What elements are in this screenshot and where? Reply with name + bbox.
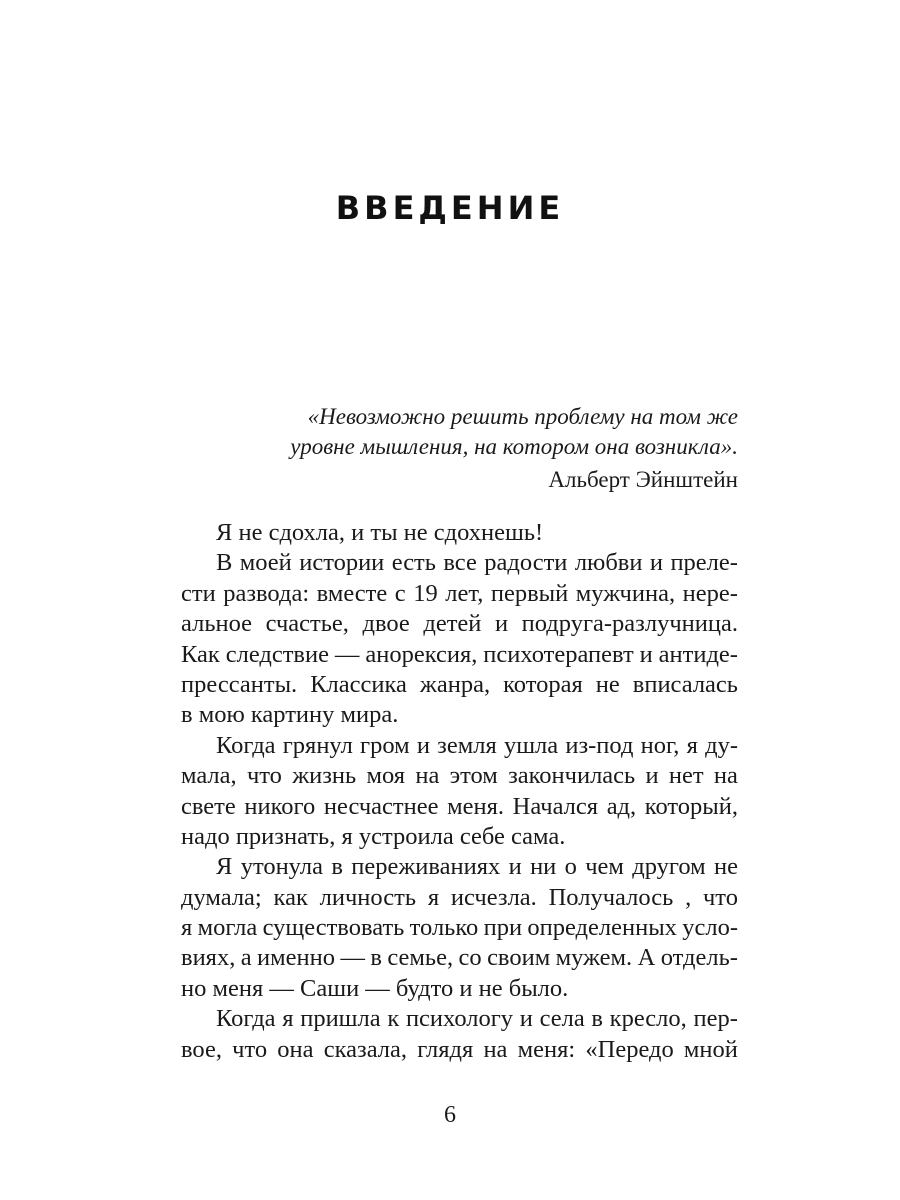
body-word: села — [539, 1005, 585, 1033]
body-word: к — [387, 1005, 400, 1033]
body-word: Как — [181, 640, 220, 668]
body-word: , — [685, 883, 692, 911]
body-word: с — [394, 579, 406, 607]
epigraph-author: Альберт Эйнштейн — [548, 467, 738, 492]
chapter-title: ВВЕДЕНИЕ — [335, 189, 565, 227]
body-word: ду- — [705, 731, 738, 759]
body-line — [181, 852, 738, 882]
body-word: жанра, — [419, 670, 491, 698]
body-word: нет — [668, 762, 704, 790]
body-word: именно — [257, 944, 336, 972]
body-word: преле- — [670, 549, 738, 577]
body-word: моей — [239, 549, 292, 577]
body-word: мала, — [181, 762, 237, 790]
body-line-text: надо признать, я устроила себе сама. — [181, 822, 566, 850]
body-word: я — [686, 731, 698, 759]
body-word: мужчина, — [575, 579, 676, 607]
body-word: Когда — [216, 731, 276, 759]
body-line — [181, 1035, 738, 1065]
body-word: этом — [449, 762, 498, 790]
body-line-text: Я не сдохла, и ты не сдохнешь! — [216, 519, 544, 546]
body-word: жизнь — [292, 762, 357, 790]
body-word: — — [340, 944, 365, 972]
body-text — [181, 518, 738, 1065]
body-word: в — [591, 1005, 603, 1033]
body-word: радости — [484, 549, 568, 577]
body-word: и — [494, 610, 509, 638]
body-word: нере- — [682, 579, 738, 607]
body-word: при — [483, 914, 523, 942]
body-word: личность — [319, 883, 417, 911]
body-word: психологу — [405, 1005, 514, 1033]
body-word: следствие — [225, 640, 329, 668]
body-line-text: но меня — Саши — будто и не было. — [181, 974, 569, 1002]
body-line-text: в мою картину мира. — [181, 701, 399, 729]
body-word: меня: — [517, 1035, 576, 1063]
body-line — [181, 943, 738, 973]
body-word: другом — [632, 853, 706, 881]
body-word: переживаниях — [351, 853, 501, 881]
body-word: Когда — [216, 1005, 276, 1033]
body-line — [181, 548, 738, 578]
body-line — [181, 579, 738, 609]
body-word: о — [564, 853, 577, 881]
body-word: думала; — [181, 883, 262, 911]
body-word: 19 — [413, 579, 438, 607]
body-word: — — [334, 640, 360, 668]
body-word: своим — [487, 944, 551, 972]
epigraph-line-2: уровне мышления, на котором она возникла». — [290, 434, 738, 459]
body-word: лет, — [445, 579, 484, 607]
body-word: Я — [216, 853, 233, 881]
body-word: земля — [437, 731, 497, 759]
body-word: который, — [644, 792, 738, 820]
body-word: прессанты. — [181, 670, 298, 698]
body-word: в — [370, 944, 382, 972]
body-word: любви — [574, 549, 643, 577]
body-word: кресло, — [609, 1005, 687, 1033]
body-word: грянул — [282, 731, 353, 759]
body-word: закончилась — [508, 762, 636, 790]
body-word: чем — [585, 853, 624, 881]
epigraph-line-1: «Невозможно решить проблему на том же — [307, 404, 738, 429]
body-word: Классика — [310, 670, 407, 698]
body-line — [181, 974, 738, 1004]
body-word: первый — [490, 579, 569, 607]
body-word: мужем. — [555, 944, 633, 972]
body-word: все — [443, 549, 477, 577]
body-line — [181, 883, 738, 913]
body-word: только — [409, 914, 479, 942]
body-line — [181, 1004, 738, 1034]
body-word: и — [519, 1005, 533, 1033]
body-word: вое, — [181, 1035, 222, 1063]
body-word: ушла — [503, 731, 559, 759]
body-word: «Передо — [585, 1035, 674, 1063]
body-word: я — [282, 1005, 294, 1033]
body-word: несчастнее — [323, 792, 439, 820]
body-word: а — [240, 944, 252, 972]
epigraph — [290, 402, 738, 498]
body-word: что — [246, 762, 282, 790]
body-word: из-под — [565, 731, 634, 759]
body-word: В — [216, 549, 233, 577]
body-word: альное — [181, 610, 253, 638]
body-word: на — [483, 1035, 508, 1063]
body-word: психотерапевт — [483, 640, 634, 668]
body-word: что — [232, 1035, 268, 1063]
body-word: сти — [181, 579, 216, 607]
body-line — [181, 700, 738, 730]
body-word: свете — [181, 792, 236, 820]
body-word: я — [181, 914, 193, 942]
body-word: антиде- — [658, 640, 738, 668]
body-word: ад, — [606, 792, 637, 820]
body-word: на — [415, 762, 440, 790]
body-word: и — [639, 640, 653, 668]
body-line — [181, 609, 738, 639]
body-word: утонула — [240, 853, 323, 881]
body-word: в — [331, 853, 343, 881]
body-word: не — [595, 670, 620, 698]
body-word: мной — [683, 1035, 738, 1063]
body-word: двое — [362, 610, 410, 638]
body-word: А — [637, 944, 656, 972]
body-word: гром — [360, 731, 410, 759]
body-word: как — [273, 883, 308, 911]
body-word: сказала, — [323, 1035, 408, 1063]
body-word: и — [508, 853, 522, 881]
body-word: ног, — [640, 731, 680, 759]
body-word: со — [458, 944, 482, 972]
body-line — [181, 761, 738, 791]
body-line — [181, 792, 738, 822]
body-word: определенных — [527, 914, 677, 942]
body-word: отдель- — [660, 944, 738, 972]
body-word: подруга-разлучница. — [521, 610, 738, 638]
body-word: и — [649, 549, 664, 577]
body-line — [181, 640, 738, 670]
body-line — [181, 822, 738, 852]
body-line — [181, 913, 738, 943]
body-word: пришла — [300, 1005, 381, 1033]
body-word: детей — [423, 610, 482, 638]
body-word: Получалось — [548, 883, 674, 911]
body-word: и — [645, 762, 659, 790]
body-word: никого — [244, 792, 316, 820]
body-word: вместе — [316, 579, 388, 607]
body-word: вписалась — [632, 670, 738, 698]
body-word: семье, — [387, 944, 454, 972]
body-word: она — [277, 1035, 314, 1063]
body-word: глядя — [417, 1035, 474, 1063]
body-word: исчезла. — [450, 883, 537, 911]
body-word: Начался — [512, 792, 599, 820]
body-word: моя — [366, 762, 406, 790]
body-word: есть — [391, 549, 436, 577]
body-word: меня. — [447, 792, 505, 820]
body-word: ни — [530, 853, 557, 881]
body-word: счастье, — [265, 610, 349, 638]
body-line — [181, 670, 738, 700]
body-word: истории — [299, 549, 385, 577]
body-word: анорексия, — [365, 640, 478, 668]
body-word: могла — [197, 914, 258, 942]
body-word: виях, — [181, 944, 236, 972]
body-word: пер- — [693, 1005, 738, 1033]
body-word: развода: — [223, 579, 310, 607]
body-word: не — [714, 853, 738, 881]
body-word: что — [702, 883, 738, 911]
body-word: я — [427, 883, 440, 911]
body-word: которая — [503, 670, 583, 698]
body-word: существовать — [262, 914, 405, 942]
body-line — [181, 518, 738, 548]
body-line — [181, 731, 738, 761]
page-number: 6 — [444, 1102, 456, 1128]
body-word: усло- — [682, 914, 738, 942]
body-word: на — [713, 762, 738, 790]
body-word: и — [416, 731, 430, 759]
